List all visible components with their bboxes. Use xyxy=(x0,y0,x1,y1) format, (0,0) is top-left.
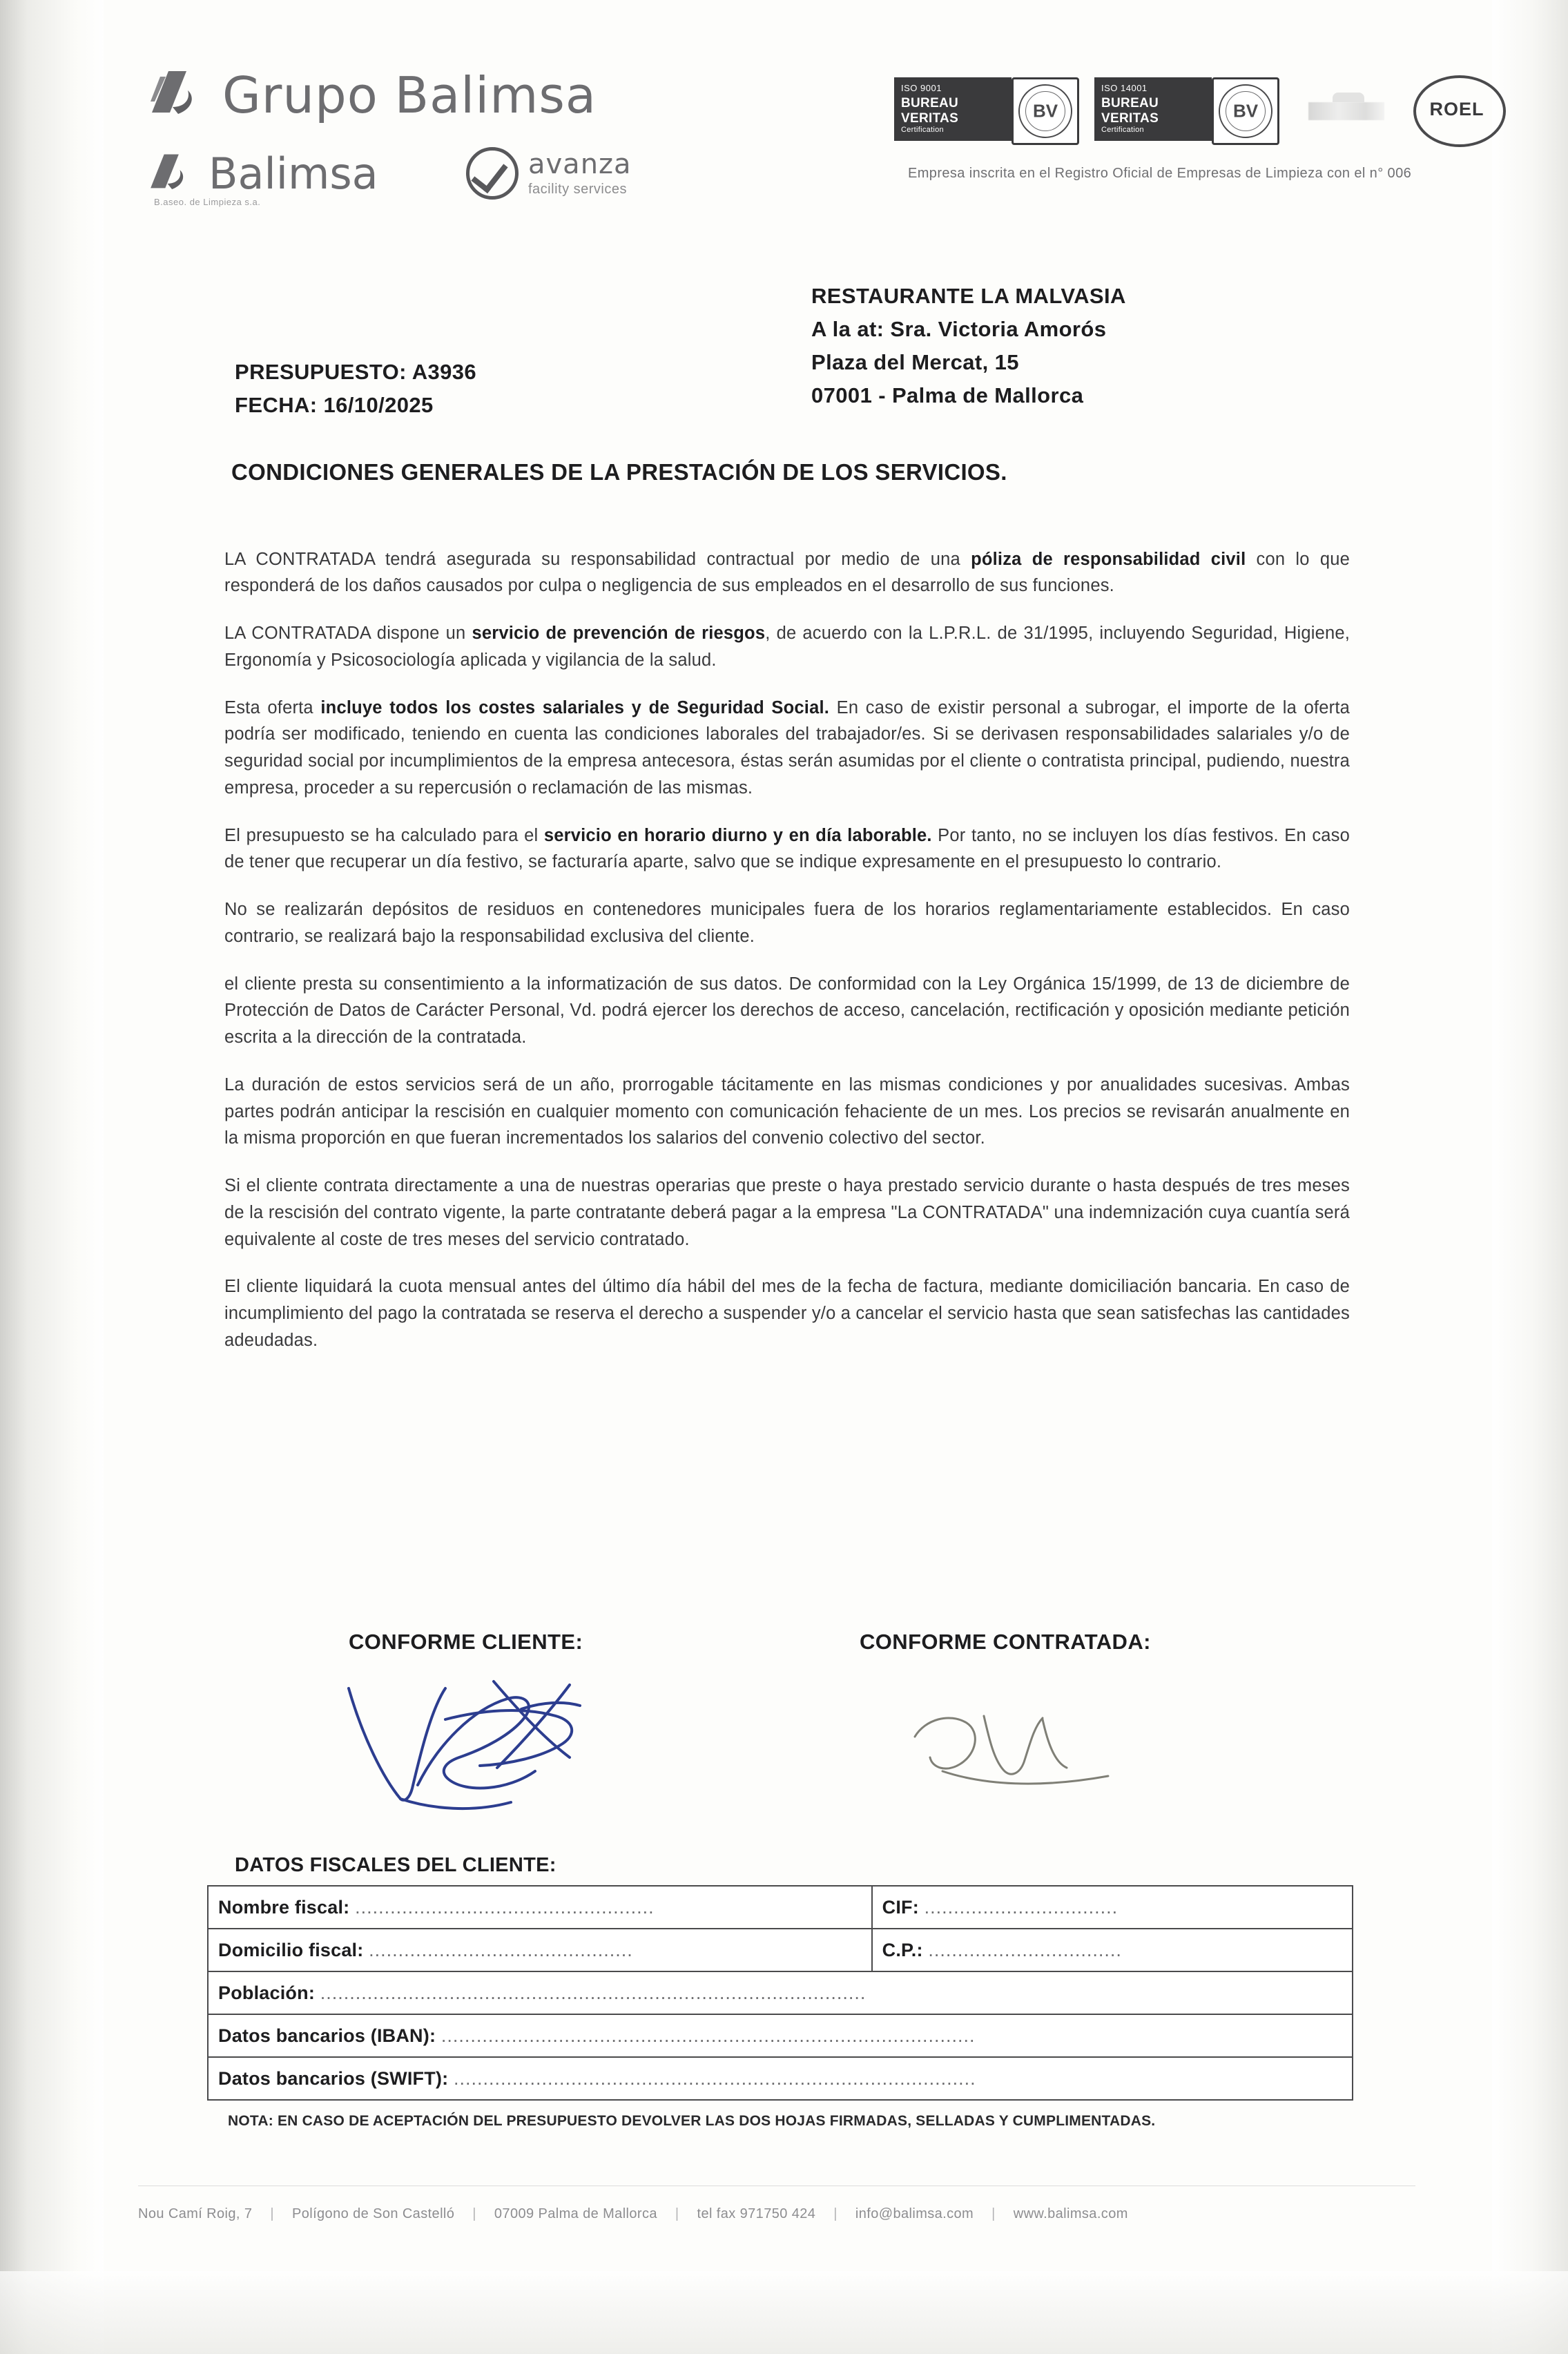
client-signature-label: CONFORME CLIENTE: xyxy=(349,1630,583,1654)
certification-badge xyxy=(1094,77,1279,141)
fiscal-data-table xyxy=(207,1885,1353,2101)
certification-text xyxy=(1094,77,1212,141)
footer-separator: | xyxy=(833,2206,838,2221)
cert-seal-label: BV xyxy=(1232,100,1259,122)
quote-meta-block xyxy=(235,356,476,422)
field-poblacion[interactable] xyxy=(208,1971,1353,2014)
letterhead xyxy=(135,66,1484,266)
field-label: CIF: xyxy=(882,1896,919,1918)
cert-seal-label: BV xyxy=(1032,100,1058,122)
condition-paragraph: El presupuesto se ha calculado para el servicio en horario diurno y en día laborable. Por tanto, no se incluyen los días festivos. En caso de tener que recuperar un día festivo, se facturaría aparte, salvo que se indique expresamente en el presupuesto lo contrario. xyxy=(224,825,1350,872)
field-label: Nombre fiscal: xyxy=(218,1896,350,1918)
field-label: Domicilio fiscal: xyxy=(218,1939,364,1960)
footer-separator: | xyxy=(472,2206,476,2221)
field-dots: ................................................... xyxy=(355,1896,655,1918)
footer xyxy=(138,2206,1409,2222)
check-circle-icon xyxy=(466,147,519,200)
registry-line: Empresa inscrita en el Registro Oficial de Empresas de Limpieza con el n° 006 xyxy=(908,166,1412,181)
footer-web[interactable]: www.balimsa.com xyxy=(1013,2206,1128,2221)
field-cif[interactable] xyxy=(872,1886,1353,1929)
contractor-signature-label: CONFORME CONTRATADA: xyxy=(860,1630,1151,1654)
quote-number: PRESUPUESTO: A3936 xyxy=(235,360,477,384)
condition-paragraph: el cliente presta su consentimiento a la informatización de sus datos. De conformidad con la Ley Orgánica 15/1999, de 13 de diciembre de Protección de Datos de Carácter Personal, Vd. podrá ejercer los derechos de acceso, cancelación, rectificación y oposición mediante petición escrita a la dirección de la contratada. xyxy=(224,974,1350,1047)
certification-badges xyxy=(894,71,1504,147)
avanza-name: avanza xyxy=(528,148,632,180)
field-label: Datos bancarios (IBAN): xyxy=(218,2025,436,2046)
condition-paragraph: La duración de estos servicios será de un año, prorrogable tácitamente en las mismas condiciones y por anualidades sucesivas. Ambas partes podrán anticipar la rescisión en cualquier momento con comunicación fehaciente de un mes. Los precios se revisarán anualmente en la misma proporción en que fueran incrementados los salarios del convenio colectivo del sector. xyxy=(224,1074,1350,1148)
bureau-veritas-seal-icon xyxy=(1212,77,1279,145)
field-dots: ............................................. xyxy=(369,1939,633,1960)
field-label: C.P.: xyxy=(882,1939,923,1960)
condition-paragraph: LA CONTRATADA dispone un servicio de prevención de riesgos, de acuerdo con la L.P.R.L. de 31/1995, incluyendo Seguridad, Higiene, Ergonomía y Psicosociología aplicada y vigilancia de la salud. xyxy=(224,624,1350,670)
avanza-tagline: facility services xyxy=(528,182,627,197)
client-attention: A la at: Sra. Victoria Amorós xyxy=(811,317,1107,342)
conditions-body xyxy=(224,528,1350,1375)
table-row xyxy=(208,1971,1353,2014)
field-iban[interactable] xyxy=(208,2014,1353,2057)
certification-badge xyxy=(894,77,1079,141)
faded-certification-mark-icon xyxy=(1295,81,1398,137)
roel-label: ROEL xyxy=(1429,99,1484,119)
cert-certification-label: Certification xyxy=(1101,126,1144,135)
table-row xyxy=(208,2014,1353,2057)
field-dots: ................................. xyxy=(924,1896,1119,1918)
cert-iso-label: ISO 14001 xyxy=(1101,82,1148,93)
condition-paragraph: Esta oferta incluye todos los costes salariales y de Seguridad Social. En caso de existir personal a subrogar, el importe de la oferta podría ser modificado, teniendo en cuenta las condiciones laborales del trabajador/es. Si se derivasen responsabilidades salariales y/o de seguridad social por incumplimientos de la empresa antecesora, éstas serán asumidas por el cliente o contratista principal, pudiendo, nuestra empresa, proceder a su repercusión o reclamación de las mismas. xyxy=(224,697,1350,798)
cert-body-label: BUREAU VERITAS xyxy=(1101,95,1159,126)
footer-city: 07009 Palma de Mallorca xyxy=(494,2206,657,2221)
client-address-block xyxy=(811,280,1126,412)
footer-separator: | xyxy=(270,2206,274,2221)
condition-paragraph: LA CONTRATADA tendrá asegurada su responsabilidad contractual por medio de una póliza de responsabilidad civil con lo que responderá de los daños causados por culpa o negligencia de sus empleados en el desarrollo de sus funciones. xyxy=(224,549,1350,596)
client-signature-ink xyxy=(335,1661,680,1820)
field-dots: ........................................................................................... xyxy=(441,2025,976,2046)
footer-separator: | xyxy=(675,2206,679,2221)
field-label: Datos bancarios (SWIFT): xyxy=(218,2067,449,2089)
grupo-balimsa-wordmark: Grupo Balimsa xyxy=(222,66,597,124)
cert-certification-label: Certification xyxy=(901,126,944,135)
acceptance-note: NOTA: EN CASO DE ACEPTACIÓN DEL PRESUPUESTO DEVOLVER LAS DOS HOJAS FIRMADAS, SELLADAS Y CUMPLIMENTADAS. xyxy=(228,2113,1156,2129)
field-cp[interactable] xyxy=(872,1929,1353,1971)
footer-phone: tel fax 971750 424 xyxy=(697,2206,816,2221)
table-row xyxy=(208,2057,1353,2100)
footer-separator: | xyxy=(991,2206,996,2221)
fiscal-data-title: DATOS FISCALES DEL CLIENTE: xyxy=(235,1854,556,1876)
bureau-veritas-seal-icon xyxy=(1012,77,1079,145)
condition-paragraph: No se realizarán depósitos de residuos en contenedores municipales fuera de los horarios reglamentariamente establecidos. En caso contrario, se realizará bajo la responsabilidad exclusiva del cliente. xyxy=(224,900,1350,946)
grupo-balimsa-logo xyxy=(145,66,597,125)
table-row xyxy=(208,1886,1353,1929)
condition-paragraph: Si el cliente contrata directamente a una de nuestras operarias que preste o haya prestado servicio durante o hasta después de tres meses de la rescisión del contrato vigente, la parte contratante deberá pagar a la empresa "La CONTRATADA" una indemnización cuya cuantía será equivalente al coste de tres meses del servicio contratado. xyxy=(224,1176,1350,1249)
balimsa-mark-icon-secondary xyxy=(145,150,193,198)
quote-date: FECHA: 16/10/2025 xyxy=(235,393,434,418)
contractor-signature-ink xyxy=(901,1699,1191,1809)
avanza-logo xyxy=(466,147,632,200)
field-swift[interactable] xyxy=(208,2057,1353,2100)
field-dots: ......................................................................................... xyxy=(454,2067,976,2089)
cert-iso-label: ISO 9001 xyxy=(901,82,942,93)
balimsa-tagline: B.aseo. de Limpieza s.a. xyxy=(154,197,261,207)
field-dots: ................................. xyxy=(928,1939,1122,1960)
balimsa-logo xyxy=(145,148,378,199)
table-row xyxy=(208,1929,1353,1971)
field-dots: ............................................................................................. xyxy=(320,1982,867,2003)
balimsa-wordmark: Balimsa xyxy=(209,148,378,199)
cert-body-label: BUREAU VERITAS xyxy=(901,95,959,126)
condition-paragraph: El cliente liquidará la cuota mensual antes del último día hábil del mes de la fecha de factura, mediante domiciliación bancaria. En caso de incumplimiento del pago la contratada se reserva el derecho a suspender y/o a cancelar el servicio hasta que sean satisfechas las cantidades adeudadas. xyxy=(224,1277,1350,1350)
footer-polygon: Polígono de Son Castelló xyxy=(291,2206,455,2221)
page-title: CONDICIONES GENERALES DE LA PRESTACIÓN DE LOS SERVICIOS. xyxy=(231,459,1007,485)
footer-email[interactable]: info@balimsa.com xyxy=(855,2206,974,2221)
field-domicilio-fiscal[interactable] xyxy=(208,1929,872,1971)
client-address: Plaza del Mercat, 15 xyxy=(811,350,1019,375)
certification-text xyxy=(894,77,1012,141)
field-nombre-fiscal[interactable] xyxy=(208,1886,872,1929)
balimsa-mark-icon xyxy=(145,66,204,125)
field-label: Población: xyxy=(218,1982,316,2003)
footer-address: Nou Camí Roig, 7 xyxy=(138,2206,253,2221)
client-city: 07001 - Palma de Mallorca xyxy=(811,383,1084,408)
roel-seal-icon xyxy=(1413,71,1504,147)
avanza-text xyxy=(528,147,632,197)
client-name: RESTAURANTE LA MALVASIA xyxy=(811,284,1126,308)
